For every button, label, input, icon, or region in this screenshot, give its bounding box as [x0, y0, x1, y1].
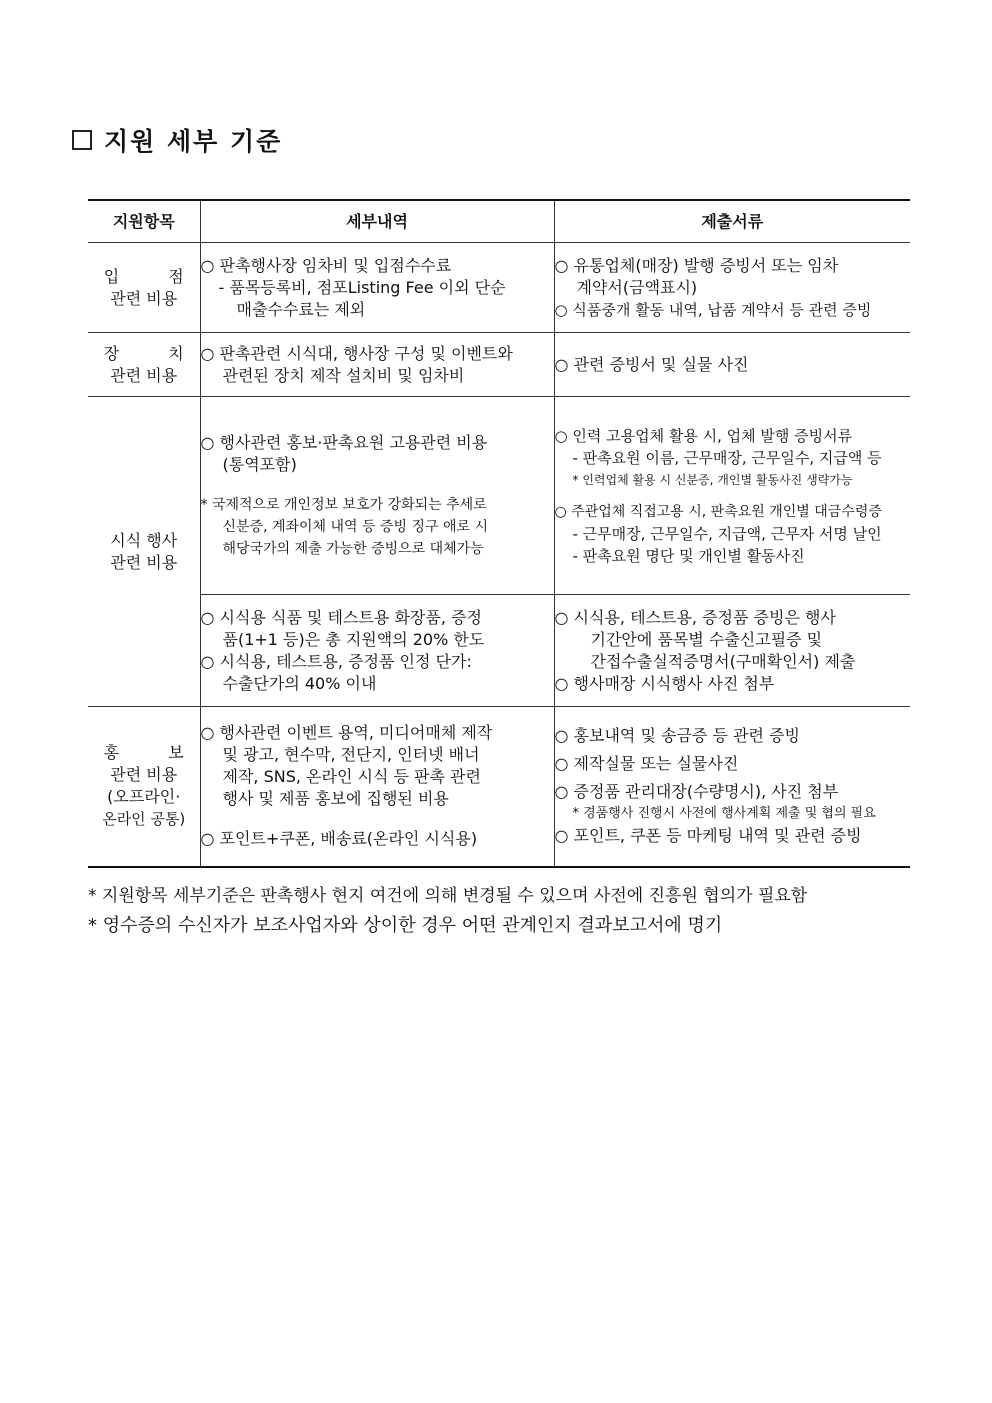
- category-text: 관련 비용: [110, 288, 178, 308]
- documents-cell: [554, 243, 910, 333]
- detail-cell: [200, 397, 554, 595]
- detail-line: ○ 시식용 식품 및 테스트용 화장품, 증정: [200, 607, 482, 627]
- documents-line: ○ 시식용, 테스트용, 증정품 증빙은 행사: [554, 607, 836, 627]
- page-title-text: 지원 세부 기준: [104, 127, 283, 156]
- documents-line: 간접수출실적증명서(구매확인서) 제출: [590, 651, 856, 671]
- documents-cell: [554, 397, 910, 595]
- category-cell: [88, 707, 200, 867]
- detail-line: * 국제적으로 개인정보 보호가 강화되는 추세로: [200, 496, 487, 513]
- detail-line: ○ 행사관련 홍보·판촉요원 고용관련 비용: [200, 432, 488, 452]
- documents-line: ○ 포인트, 쿠폰 등 마케팅 내역 및 관련 증빙: [554, 826, 862, 846]
- documents-cell: [554, 707, 910, 867]
- detail-cell: [200, 595, 554, 707]
- category-text: 점: [168, 266, 184, 286]
- category-text: 관련 비용: [110, 765, 178, 785]
- documents-line: ○ 행사매장 시식행사 사진 첨부: [554, 673, 775, 693]
- documents-line: ○ 식품중개 활동 내역, 납품 계약서 등 관련 증빙: [554, 300, 872, 319]
- detail-line: - 품목등록비, 점포Listing Fee 이외 단순: [218, 277, 506, 297]
- documents-line: ○ 홍보내역 및 송금증 등 관련 증빙: [554, 726, 800, 746]
- detail-line: 신분증, 계좌이체 내역 등 증빙 징구 애로 시: [222, 518, 489, 535]
- footnotes: [88, 882, 807, 940]
- detail-line: ○ 시식용, 테스트용, 증정품 인정 단가:: [200, 651, 472, 671]
- category-cell: [88, 397, 200, 707]
- documents-line: ○ 관련 증빙서 및 실물 사진: [554, 354, 749, 374]
- category-text: 관련 비용: [110, 365, 178, 385]
- category-text: 장: [103, 343, 120, 363]
- detail-line: 수출단가의 40% 이내: [222, 673, 377, 693]
- documents-line: 계약서(금액표시): [576, 277, 698, 297]
- category-text: 관련 비용: [110, 552, 178, 572]
- category-text: 홍: [103, 743, 120, 763]
- documents-line: ○ 인력 고용업체 활용 시, 업체 발행 증빙서류: [554, 426, 853, 445]
- detail-line: 해당국가의 제출 가능한 증빙으로 대체가능: [222, 540, 484, 557]
- category-cell: [88, 243, 200, 333]
- detail-line: ○ 판촉행사장 임차비 및 입점수수료: [200, 255, 452, 275]
- detail-line: ○ 포인트+쿠폰, 배송료(온라인 시식용): [200, 829, 478, 849]
- documents-line: ○ 주관업체 직접고용 시, 판촉요원 개인별 대금수령증: [554, 503, 882, 520]
- footnote: * 지원항목 세부기준은 판촉행사 현지 여건에 의해 변경될 수 있으며 사전에 진흥원 협의가 필요함: [88, 886, 808, 906]
- documents-line: - 판촉요원 이름, 근무매장, 근무일수, 지급액 등: [572, 448, 882, 467]
- documents-line: ○ 증정품 관리대장(수량명시), 사진 첨부: [554, 782, 839, 802]
- table-row: [88, 333, 910, 397]
- documents-line: * 인력업체 활용 시 신분증, 개인별 활동사진 생략가능: [572, 472, 853, 487]
- documents-line: - 판촉요원 명단 및 개인별 활동사진: [572, 546, 805, 565]
- support-criteria-table: [88, 199, 910, 868]
- detail-line: 품(1+1 등)은 총 지원액의 20% 한도: [222, 629, 485, 649]
- category-text: 보: [168, 743, 184, 763]
- documents-cell: [554, 333, 910, 397]
- category-cell: [88, 333, 200, 397]
- documents-cell: [554, 595, 910, 707]
- footnote: * 영수증의 수신자가 보조사업자와 상이한 경우 어떤 관계인지 결과보고서에 명기: [88, 915, 723, 936]
- table-header-row: [88, 200, 910, 243]
- header-detail: 세부내역: [200, 200, 554, 243]
- category-text: 입: [103, 266, 120, 286]
- detail-line: 관련된 장치 제작 설치비 및 임차비: [222, 365, 465, 385]
- table-row: [88, 243, 910, 333]
- documents-line: 기간안에 품목별 수출신고필증 및: [590, 629, 823, 649]
- table-row: [88, 595, 910, 707]
- documents-line: ○ 유통업체(매장) 발행 증빙서 또는 임차: [554, 255, 839, 275]
- detail-line: 매출수수료는 제외: [236, 299, 366, 319]
- category-text: (오프라인·: [107, 787, 181, 807]
- detail-line: 및 광고, 현수막, 전단지, 인터넷 배너: [222, 745, 480, 765]
- table-row: [88, 707, 910, 867]
- table-row: [88, 397, 910, 595]
- documents-line: ○ 제작실물 또는 실물사진: [554, 754, 739, 774]
- page-title: [72, 122, 282, 158]
- detail-line: ○ 행사관련 이벤트 용역, 미디어매체 제작: [200, 723, 493, 743]
- category-text: 치: [168, 343, 184, 363]
- detail-cell: [200, 243, 554, 333]
- square-bullet-icon: [72, 130, 92, 150]
- detail-line: (통역포함): [222, 454, 297, 474]
- detail-line: 행사 및 제품 홍보에 집행된 비용: [222, 789, 449, 809]
- category-text: 온라인 공통): [102, 810, 186, 829]
- documents-line: - 근무매장, 근무일수, 지급액, 근무자 서명 날인: [572, 524, 882, 543]
- documents-line: * 경품행사 진행시 사전에 행사계획 제출 및 협의 필요: [572, 806, 876, 822]
- detail-line: ○ 판촉관련 시식대, 행사장 구성 및 이벤트와: [200, 343, 513, 363]
- detail-cell: [200, 707, 554, 867]
- header-category: 지원항목: [88, 200, 200, 243]
- detail-line: 제작, SNS, 온라인 시식 등 판촉 관련: [222, 767, 481, 787]
- header-documents: 제출서류: [554, 200, 910, 243]
- category-text: 시식 행사: [110, 530, 178, 550]
- detail-cell: [200, 333, 554, 397]
